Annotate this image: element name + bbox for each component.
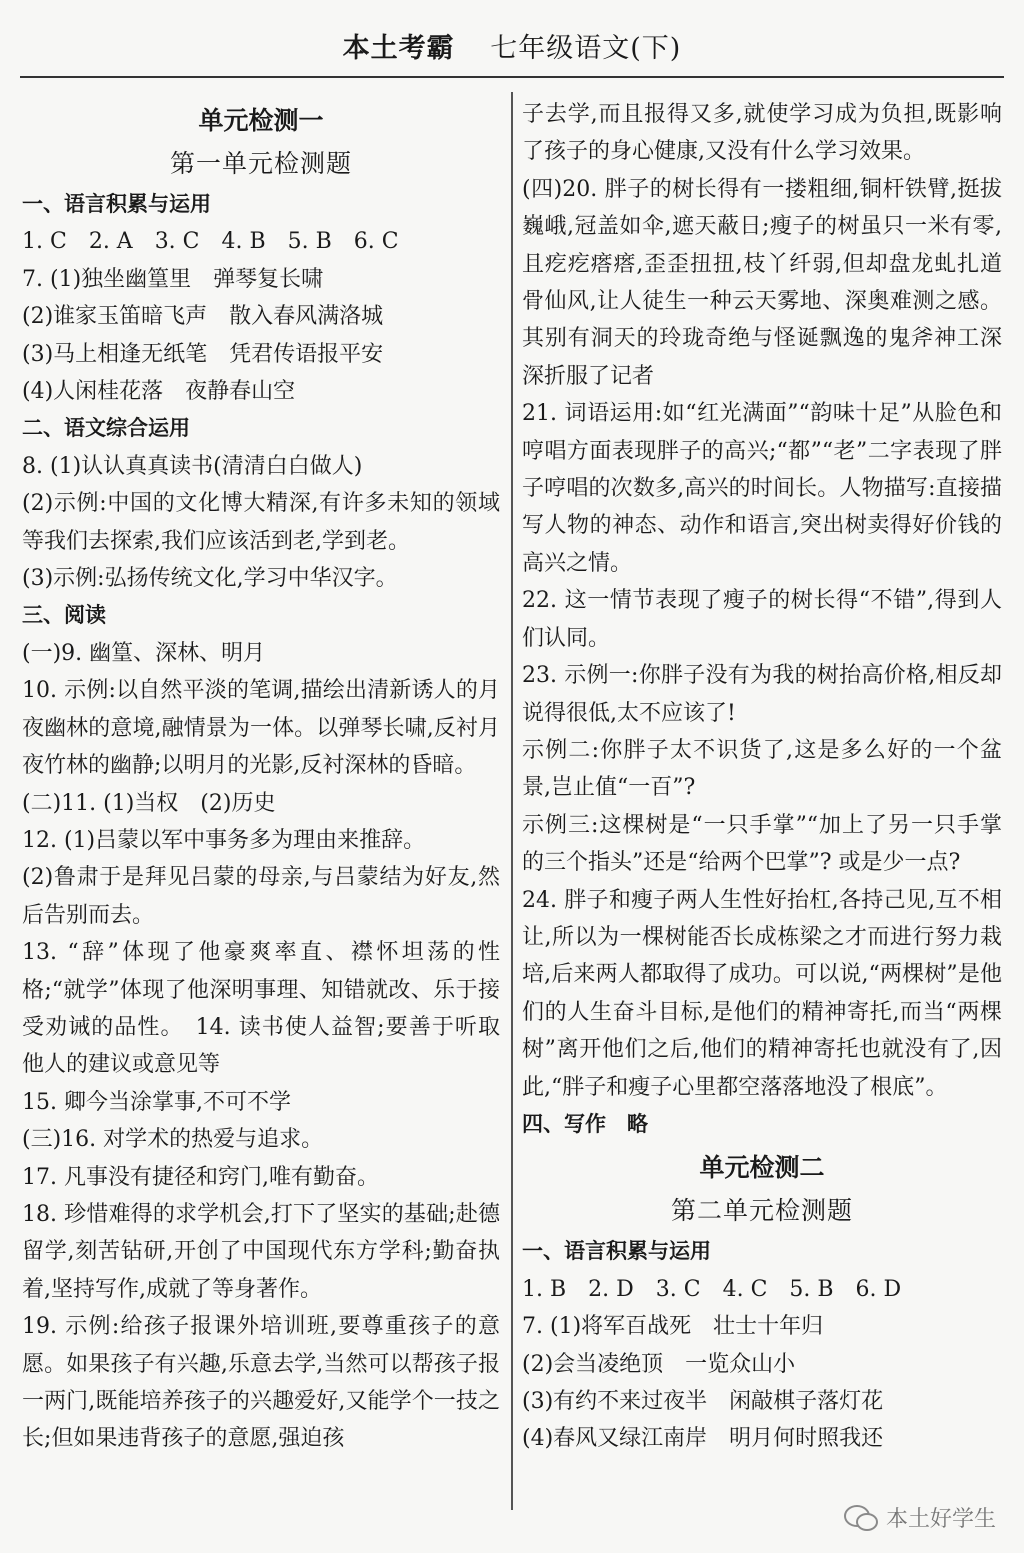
answer-line: (3)示例:弘扬传统文化,学习中华汉字。 [22,566,398,592]
unit-subheading: 第一单元检测题 [169,149,352,178]
section-heading: 一、语言积累与运用 [522,1239,711,1264]
answer-line: 19. 示例:给孩子报课外培训班,要尊重孩子的意愿。如果孩子有兴趣,乐意去学,当然可以帮孩子报一两门,既能培养孩子的兴趣爱好,又能学个一技之长;但如果违背孩子的意愿,强迫孩 [22,1314,500,1452]
section-heading: 四、写作 略 [522,1111,648,1136]
column-divider [511,92,513,1510]
answer-line: (三)16. 对学术的热爱与追求。 [22,1127,324,1153]
answer-line: (2)会当凌绝顶 一览众山小 [522,1351,796,1377]
left-column [22,96,500,1458]
answer-line: 8. (1)认认真真读书(清清白白做人) [22,453,363,479]
answer-line: (二)11. (1)当权 (2)历史 [22,790,276,816]
answer-line: 21. 词语运用:如“红光满面”“韵味十足”从脸色和哼唱方面表现胖子的高兴;“都”“老”二字表现了胖子哼唱的次数多,高兴的时间长。人物描写:直接描写人物的神态、动作和语言,突出树卖得好价钱的高兴之情。 [522,401,1002,576]
answer-line: 23. 示例一:你胖子没有为我的树抬高价格,相反却说得很低,太不应该了! [522,663,1002,726]
unit-heading: 单元检测一 [198,106,324,135]
answer-line: (4)春风又绿江南岸 明月何时照我还 [522,1426,884,1452]
answer-line: (3)有约不来过夜半 闲敲棋子落灯花 [522,1389,884,1414]
answer-line: 示例二:你胖子太不识货了,这是多么好的一个盆景,岂止值“一百”? [522,737,1002,801]
answer-line: 18. 珍惜难得的求学机会,打下了坚实的基础;赴德留学,刻苦钻研,开创了中国现代东方学科;勤奋执着,坚持写作,成就了等身著作。 [22,1201,500,1302]
answer-line: 17. 凡事没有捷径和窍门,唯有勤奋。 [22,1164,379,1190]
answer-line: (4)人闲桂花落 夜静春山空 [22,379,296,405]
section-heading: 二、语文综合运用 [22,416,190,441]
wechat-icon [844,1503,878,1531]
answer-line: (一)9. 幽篁、深林、明月 [22,640,266,666]
book-title: 七年级语文(下) [490,33,682,64]
answer-line: 1. B 2. D 3. C 4. C 5. B 6. D [522,1276,902,1302]
page-header [20,22,1004,78]
answer-line: 24. 胖子和瘦子两人生性好抬杠,各持己见,互不相让,所以为一棵树能否长成栋梁之才而进行努力栽培,后来两人都取得了成功。可以说,“两棵树”是他们的人生奋斗目标,是他们的精神寄托,而当“两棵树”离开他们之后,他们的精神寄托也就没有了,因此,“胖子和瘦子心里都空落落地没了根底”。 [522,887,1002,1100]
section-heading: 三、阅读 [22,603,106,628]
answer-line: 示例三:这棵树是“一只手掌”“加上了另一只手掌的三个指头”还是“给两个巴掌”? 或是少一点? [522,812,1002,876]
answer-line: 22. 这一情节表现了瘦子的树长得“不错”,得到人们认同。 [522,588,1002,651]
section-heading: 一、语言积累与运用 [22,192,211,216]
book-brand: 本土考霸 [342,33,455,64]
answer-line: 10. 示例:以自然平淡的笔调,描绘出清新诱人的月夜幽林的意境,融情景为一体。以弹琴长啸,反衬月夜竹林的幽静;以明月的光影,反衬深林的昏暗。 [22,678,500,779]
answer-line: 12. (1)吕蒙以军中事务多为理由来推辞。 [22,827,426,853]
watermark-text: 本土好学生 [885,1506,996,1532]
answer-line: (2)鲁肃于是拜见吕蒙的母亲,与吕蒙结为好友,然后告别而去。 [22,865,500,928]
answer-line: 子去学,而且报得又多,就使学习成为负担,既影响了孩子的身心健康,又没有什么学习效果。 [522,102,1002,165]
answer-line: (2)示例:中国的文化博大精深,有许多未知的领域等我们去探索,我们应该活到老,学到老。 [22,491,500,554]
answer-line: 7. (1)独坐幽篁里 弹琴复长啸 [22,266,324,292]
answer-line: 1. C 2. A 3. C 4. B 5. B 6. C [22,229,399,255]
unit-subheading: 第二单元检测题 [670,1196,853,1226]
watermark [844,1497,996,1537]
unit-heading: 单元检测二 [699,1153,825,1183]
answer-line: 7. (1)将军百战死 壮士十年归 [522,1314,824,1340]
answer-line: (3)马上相逢无纸笔 凭君传语报平安 [22,341,384,367]
answer-line: (2)谁家玉笛暗飞声 散入春风满洛城 [22,304,384,330]
answer-line: 13. “辞”体现了他豪爽率直、襟怀坦荡的性格;“就学”体现了他深明事理、知错就改、乐于接受劝诫的品性。 14. 读书使人益智;要善于听取他人的建议或意见等 [22,940,500,1078]
right-column [522,96,1002,1458]
answer-line: 15. 卿今当涂掌事,不可不学 [22,1089,291,1115]
answer-line: (四)20. 胖子的树长得有一搂粗细,铜杆铁臂,挺拔巍峨,冠盖如伞,遮天蔽日;瘦子的树虽只一米有零,且疙疙瘩瘩,歪歪扭扭,枝丫纤弱,但却盘龙虬扎道骨仙风,让人徒生一种云天雾地、深奥难测之感。其别有洞天的玲珑奇绝与怪诞飘逸的鬼斧神工深深折服了记者 [522,176,1002,389]
